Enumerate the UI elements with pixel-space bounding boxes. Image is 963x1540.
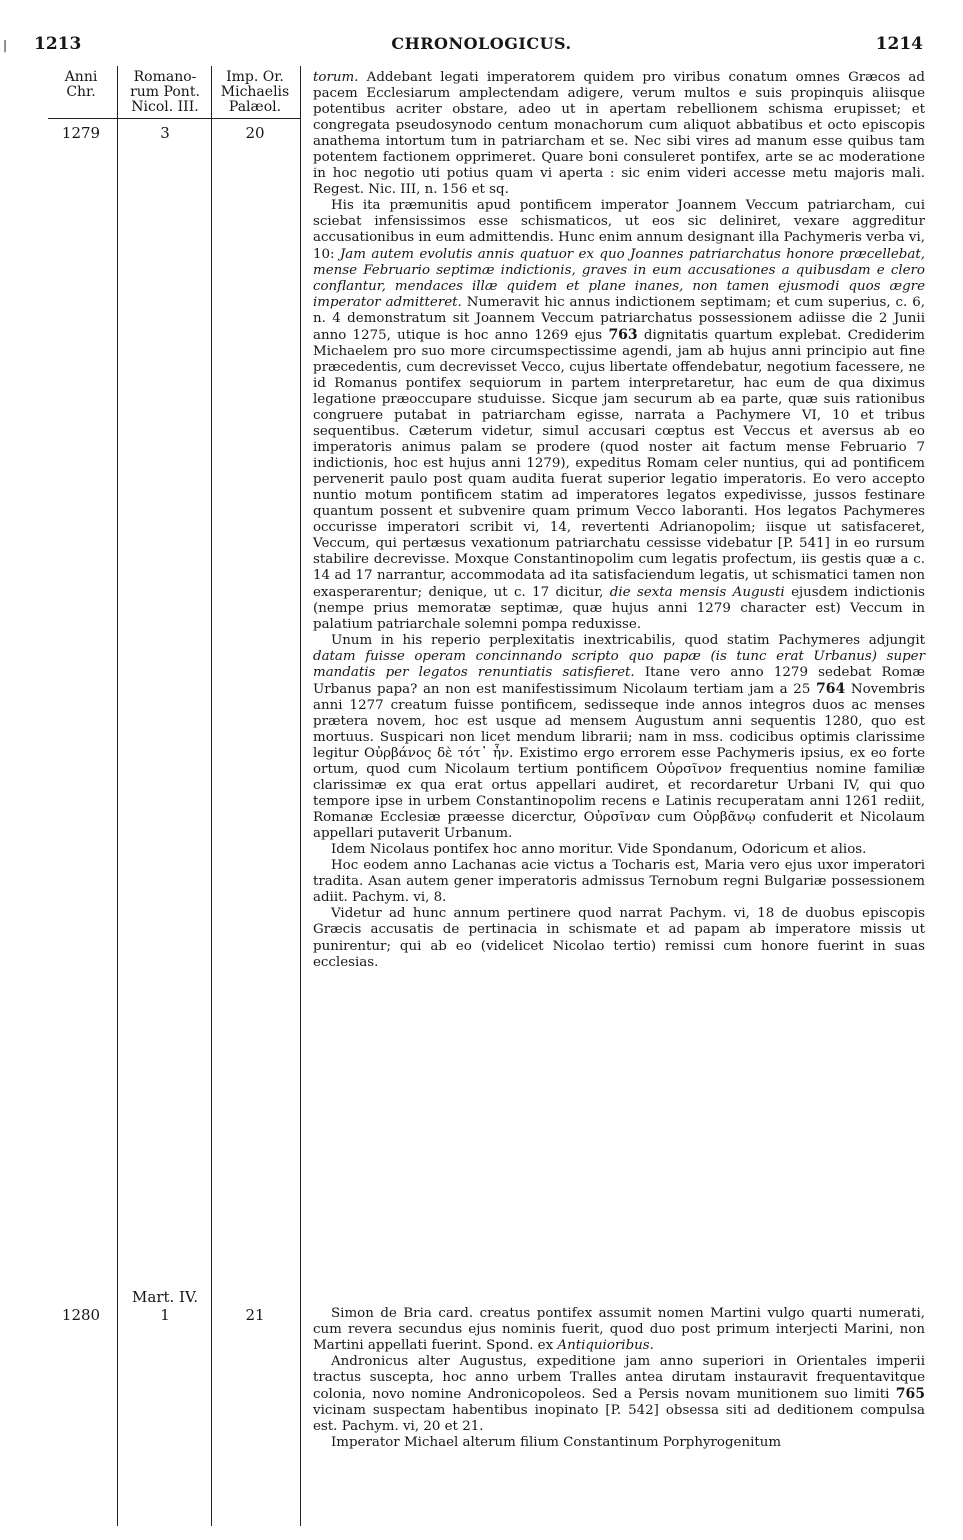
text: Simon de Bria card. creatus pontifex assumit nomen Martini vulgo quarti numerati, cum revera secundus ejus nominis fuerit, quod duo post primum interjecti Marini, non Martini appellati fuerint. Spond. ex (313, 1306, 925, 1354)
text: Itane vero anno 1279 sedebat Romæ Urbanus papa? an non est manifestissimum Nicolaum tertiam jam a 25 (313, 664, 925, 697)
text: Addebant legati imperatorem quidem pro viribus conatum omnes Græcos ad pacem Ecclesiarum amplectendam adigere, verum multos e suis propinquis aliisque potentibus acriter obstare, adeo ut in apertam rebellionem schisma erupisset; et congregata pseudosynodo centum monachorum cum aliquot abbatibus et octo episcopis anathema intortum tum in patriarcham et se. Nec sibi vires ad manum esse quibus tam potentem factionem opprimeret. Quare boni consuleret pontifex, arte se ac moderatione in hoc negotio uti potius quam vi aperta : sic enim videri accesse metu majoris mali. Regest. Nic. III, n. 156 et sq. (313, 70, 925, 198)
italic-text: torum. (313, 70, 359, 85)
column-rule (211, 66, 212, 1526)
pontificate-year: 3 (160, 124, 170, 142)
text: Andronicus alter Augustus, expeditione jam anno superiori in Orientales imperii tractus suscepta, hoc anno urbem Tralles antea dirutam instauravit frequentavitque colonia, novo nomine Andronicopoleos. Sed a Persis novam munitionem suo limiti (313, 1354, 925, 1403)
running-title: CHRONOLOGICUS. (391, 34, 572, 53)
text: Unum in his reperio perplexitatis inextricabilis, quod statim Pachymeres adjungit (331, 632, 925, 648)
page-number-right: 1214 (875, 34, 923, 54)
column-header-anni (50, 70, 112, 100)
column-rule (117, 66, 118, 1526)
italic-quote: die sexta mensis Augusti (609, 584, 785, 600)
pontificate-year: 1 (160, 1306, 170, 1324)
italic-text: Antiquioribus. (557, 1338, 654, 1354)
chronicle-text-1279 (313, 70, 925, 971)
text: His ita præmunitis apud pontificem imperator Joannem Veccum patriarcham, cui sciebat infensissimos esse schismaticos, ut eos sic deliniret, vexare aggreditur accusationibus in eum admittendis. Hunc enim annum designant illa Pachymeris verba vi, 10: (313, 198, 925, 262)
paragraph: Idem Nicolaus pontifex hoc anno moritur. Vide Spondanum, Odoricum et alios. (331, 842, 867, 858)
page-header (0, 34, 963, 58)
italic-quote: Jam autem evolutis annis quatuor ex quo Joannes patriarchatus honore præcellebat, mense Februario septimæ indictionis, graves in eum accusationes a quibusdam e clero conflantur, mendaces illæ quidem et plane inanes, non tamen ejusmodi quos ægre imperator admitteret. (313, 246, 925, 310)
text: dignitatis quartum explebat. Crediderim Michaelem pro suo more circumspectissime agendi, jam ab hujus anni principio aut fine præcedentis, cum decrevisset Vecco, cujus libertate offendebatur, negotium facessere, ne id Romanus pontifex sequiorum in partem interpretaretur, hac eum de qua diximus legatione præoccupare studuisse. Sicque jam securum ab ea parte, quæ suis rationibus congruere putabat in patriarcham egisse, narrata a Pachymere VI, 10 et tribus sequentibus. Cæterum videtur, simul accusari cœptus est Veccus et aversus ab eo imperatoris animus palam se prodere (quod noster ait factum mense Februario 7 indictionis, hoc est hujus anni 1279), expeditus Romam celer nuntius, qui ad pontificem pervenerit paulo post quam audita fuerat superior legatio imperatoris. Eo vero accepto nuntio motum pontificem statim ad imperatores legatos expedivisse, jussos festinare quantum possent et subvenire quam primum Vecco laboranti. Hos legatos Pachymeres occurisse imperatori scribit vi, 14, revertenti Adrianopolim; iisque ut satisfaceret, Veccum, qui pertæsus vexationum patriarchatu cessisse videbatur [P. 541] in eo rursum stabilire decrevisse. Moxque Constantinopolim cum legatis profectum, iis gestis quæ a c. 14 ad 17 narrantur, accommodata ad ita satisfaciendum legatis, ut schismatici tamen non exasperarentur; denique, ut c. 17 dicitur, (313, 327, 925, 600)
paragraph (313, 1354, 925, 1435)
column-header-romanorum (121, 70, 209, 115)
paragraph (313, 633, 925, 843)
text: Novembris anni 1277 creatum fuisse pontificem, sedisseque inde annos integros duos ac menses prætera novem, hoc est usque ad mensem Augustum anni sequentis 1280, quo est mortuus. Suspicari non licet mendum librarii; nam in mss. codicibus optimis clarissime legitur Οὐρβάνος δὲ τότ᾽ ἦν. Existimo ergo errorem esse Pachymeris ipsius, ex eo forte ortum, quod cum Nicolaum tertium pontificem Οὐρσῖνον frequentius nomine familiæ clarissimæ ex qua erat ortus appellari audiret, et recordaretur Urbani IV, qui quo tempore ipse in urbem Constantinopolim recens e Latinis recuperatam anni 1261 rediit, Romanæ Ecclesiæ præesse dicerctur, Οὐρσῖναν cum Οὐρβᾶνῳ confuderit et Nicolaum appellari putaverit Urbanum. (313, 681, 925, 842)
margin-marker: 763 (608, 326, 638, 343)
column-header-imp-line: Imp. Or. (226, 69, 284, 85)
column-header-romanorum-line: Nicol. III. (131, 99, 199, 115)
empire-year: 20 (245, 124, 265, 142)
year-1279: 1279 (61, 124, 101, 142)
paragraph (313, 70, 925, 198)
column-header-imp-line: Palæol. (228, 99, 282, 115)
column-header-romanorum-line: Romano- (133, 69, 197, 85)
column-header-romanorum-line: rum Pont. (130, 84, 200, 100)
column-header-anni-line: Anni (64, 69, 98, 85)
italic-quote: datam fuisse operam concinnando scripto quo papæ (is tunc erat Urbanus) super mandatis per legatos renuntiatis satisfieret. (313, 648, 925, 680)
text: ejusdem indictionis (nempe prius memoratæ septimæ, quæ hujus anni 1279 character est) Veccum in palatium patriarchale solemni pompa reduxisse. (313, 584, 926, 632)
paragraph (313, 1306, 925, 1354)
paragraph (313, 198, 925, 632)
column-rule (300, 66, 301, 1526)
margin-marker: 764 (816, 680, 846, 697)
empire-year: 21 (245, 1306, 265, 1324)
margin-marker: 765 (895, 1386, 925, 1403)
page-number-left: 1213 (34, 34, 82, 54)
paragraph: Hoc eodem anno Lachanas acie victus a Tocharis est, Maria vero ejus uxor imperatori tradita. Asan autem gener imperatoris admissus Ternobum regni Bulgariæ possessionem adiit. Pachym. vi, 8. (313, 858, 925, 906)
paragraph: Imperator Michael alterum filium Constantinum Porphyrogenitum (331, 1435, 782, 1451)
pope-name: Mart. IV. (132, 1288, 198, 1306)
header-rule (48, 118, 300, 119)
left-edge-mark: | (3, 38, 8, 52)
chronicle-text-1280 (313, 1306, 925, 1451)
text: vicinam suspectam habentibus inopinato [P. 542] obsessa siti ad deditionem compulsa est. Pachym. vi, 20 et 21. (313, 1403, 925, 1435)
column-header-imp-line: Michaelis (220, 84, 290, 100)
paragraph: Videtur ad hunc annum pertinere quod narrat Pachym. vi, 18 de duobus episcopis Græcis accusatis de pertinacia in schismate et ad papam ab imperatore missis ut punirentur; qui ab eo (videlicet Nicolao tertio) remissi cum honore fuerint in suas ecclesias. (313, 906, 925, 970)
text: Numeravit hic annus indictionem septimam; et cum superius, c. 6, n. 4 demonstratum sit Joannem Veccum patriarchatus possessionem adiisse die 2 Junii anno 1275, utique is hoc anno 1269 ejus (313, 294, 925, 343)
year-1280: 1280 (61, 1306, 101, 1324)
column-header-imp-or (214, 70, 296, 115)
column-header-anni-line: Chr. (66, 84, 96, 100)
